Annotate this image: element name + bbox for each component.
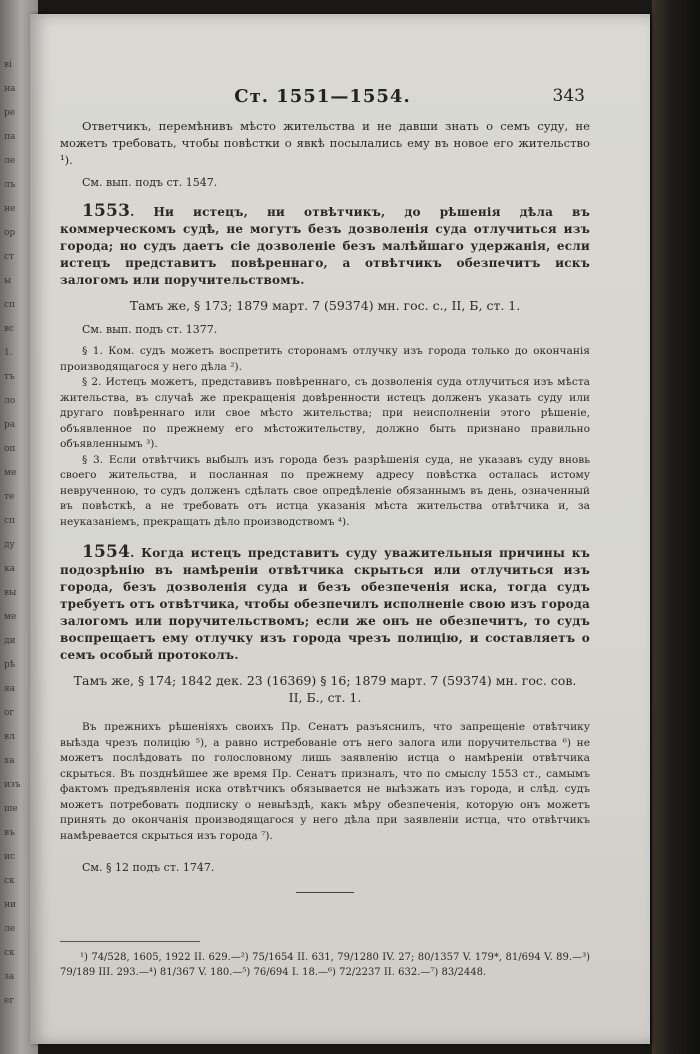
article-1554-text: . Когда истецъ представитъ суду уважительныя причины къ подозрѣнію въ намѣреніи отвѣтчика скрыться или отлучиться изъ города, безъ дозволенія суда и безъ обезпеченія иска, тогда судъ требуетъ отъ отвѣтчика, чтобы обезпечилъ исполненіе свою изъ города залогомъ или поручительствомъ; если же онъ не обезпечитъ, то судъ воспрещаетъ ему отлучку изъ города чрезъ полицію, и составляетъ о семъ особый протоколъ.	[60, 546, 590, 662]
section-2: § 2. Истецъ можетъ, представивъ повѣреннаго, съ дозволенія суда отлучиться изъ мѣста жительства, въ случаѣ же прекращенія довѣренности истецъ долженъ указать суду или другаго повѣреннаго или свое мѣсто жительства; при неисполненіи этого рѣшеніе, объявленное по прежнему его мѣстожительству, должно быть признано правильно объявленнымъ ³).	[60, 376, 590, 450]
left-page-text-fragment: ст	[4, 252, 15, 262]
left-page-text-fragment: рѣ	[4, 660, 16, 670]
left-page-text-fragment: за	[4, 972, 15, 982]
page-number: 343	[552, 86, 585, 106]
left-page-text-fragment: ра	[4, 420, 16, 430]
left-page-text-fragment: ы	[4, 276, 12, 286]
left-page-text-fragment: ме	[4, 612, 17, 622]
page-body	[60, 118, 590, 980]
page-title: Ст. 1551—1554.	[234, 86, 411, 107]
senate-commentary: Въ прежнихъ рѣшеніяхъ своихъ Пр. Сенатъ разъяснилъ, что запрещеніе отвѣтчику выѣзда чрезъ полицію ⁵), а равно истребованіе отъ него залога или поручительства ⁶) не можетъ послѣдовать по голословному лишь заявленію истца о намѣреніи отвѣтчика скрыться. Въ позднѣйшее же время Пр. Сенатъ призналъ, что по смыслу 1553 ст., самымъ фактомъ предъявленія иска отвѣтчикъ обязывается не выѣзжать изъ города, и слѣд. судъ можетъ потребовать подписку о невыѣздѣ, какъ мѣру обезпеченія, которую онъ можетъ принять до окончанія производящагося у него дѣла при заявленіи истца, что отвѣтчикъ намѣревается скрыться изъ города ⁷).	[60, 721, 590, 842]
footnote-divider	[60, 941, 200, 942]
page-header	[60, 86, 585, 112]
section-1: § 1. Ком. судъ можетъ воспретить сторонамъ отлучку изъ города только до окончанія производящагося у него дѣла ²).	[60, 345, 590, 373]
see-reference-2: См. вып. подъ ст. 1377.	[82, 323, 218, 336]
left-page-text-fragment: лъ	[4, 180, 16, 190]
left-page-text-fragment: ск	[4, 948, 15, 958]
article-1554-number: 1554	[82, 542, 131, 562]
left-page-text-fragment: вы	[4, 588, 17, 598]
source-1554: Тамъ же, § 174; 1842 дек. 23 (16369) § 16; 1879 март. 7 (59374) мн. гос. сов. II, Б., ст. 1.	[73, 673, 577, 705]
left-page-text-fragment: не	[4, 204, 16, 214]
left-page-text-fragment: вс	[4, 324, 15, 334]
left-page-text-fragment: яа	[4, 684, 16, 694]
footnotes: ¹) 74/528, 1605, 1922 II. 629.—²) 75/1654 II. 631, 79/1280 IV. 27; 80/1357 V. 179*, 81/694 V. 89.—³) 79/189 III. 293.—⁴) 81/367 V. 180.—⁵) 76/694 I. 18.—⁶) 72/2237 II. 632.—⁷) 83/2448.	[60, 952, 590, 978]
left-page-text-fragment: сп	[4, 300, 16, 310]
left-page-text-fragment: ло	[4, 396, 16, 406]
left-page-text-fragment: ди	[4, 636, 16, 646]
left-page-text-fragment: ха	[4, 756, 15, 766]
book-right-edge	[652, 0, 700, 1054]
book-page	[30, 14, 650, 1044]
left-page-text-fragment: на	[4, 84, 16, 94]
left-page-text-fragment: вл	[4, 732, 15, 742]
left-page-text-fragment: тъ	[4, 372, 15, 382]
left-page-text-fragment: 1.	[4, 348, 13, 358]
article-1554	[60, 544, 590, 664]
left-page-text-fragment: ві	[4, 60, 12, 70]
left-page-text-fragment: ре	[4, 108, 16, 118]
left-page-text-fragment: ме	[4, 468, 17, 478]
left-page-text-fragment: ор	[4, 228, 16, 238]
left-page-text-fragment: па	[4, 132, 16, 142]
see-reference-3: См. § 12 подъ ст. 1747.	[82, 861, 215, 874]
left-page-text-fragment: те	[4, 492, 15, 502]
left-page-text-fragment: ск	[4, 876, 15, 886]
left-page-text-fragment: ле	[4, 924, 16, 934]
left-page-text-fragment: ше	[4, 804, 18, 814]
article-1553-text: . Ни истецъ, ни отвѣтчикъ, до рѣшенія дѣла въ коммерческомъ судѣ, не могутъ безъ дозволенія суда отлучиться изъ города; но судъ даетъ сіе дозволеніе безъ малѣйшаго удержанія, если истецъ представитъ повѣреннаго, а отвѣтчикъ обезпечитъ искъ залогомъ или поручительствомъ.	[60, 205, 590, 287]
left-page-text-fragment: ду	[4, 540, 15, 550]
left-page-text-fragment: сп	[4, 516, 16, 526]
section-3: § 3. Если отвѣтчикъ выбылъ изъ города безъ разрѣшенія суда, не указавъ суду вновь своего жительства, и посланная по прежнему адресу повѣстка осталась истому неврученною, то судъ долженъ сдѣлать свое опредѣленіе обязаннымъ въ день, означенный въ повѣсткѣ, а не требовать отъ истца указанія мѣста жительства отвѣтчика и, за неуказаніемъ, прекращать дѣло производствомъ ⁴).	[60, 453, 590, 528]
left-page-text-fragment: въ	[4, 828, 15, 838]
left-page-text-fragment: ег	[4, 996, 15, 1006]
section-divider	[296, 892, 354, 893]
article-1553	[60, 203, 590, 289]
left-page-text-fragment: изъ	[4, 780, 21, 790]
left-page-text-fragment: ис	[4, 852, 16, 862]
article-1553-number: 1553	[82, 201, 131, 221]
left-page-text-fragment: ле	[4, 156, 16, 166]
left-page-text-fragment: ни	[4, 900, 16, 910]
left-page-text-fragment: ка	[4, 564, 15, 574]
see-reference-1: См. вып. подъ ст. 1547.	[82, 176, 218, 189]
left-page-text-fragment: оп	[4, 444, 16, 454]
source-1553: Тамъ же, § 173; 1879 март. 7 (59374) мн. гос. с., II, Б, ст. 1.	[129, 298, 521, 313]
paragraph-1: Ответчикъ, перемѣнивъ мѣсто жительства и не давши знать о семъ суду, не можетъ требовать, чтобы повѣстки о явкѣ посылались ему въ новое его жительство ¹).	[60, 119, 590, 167]
left-page-text-fragment: ог	[4, 708, 15, 718]
